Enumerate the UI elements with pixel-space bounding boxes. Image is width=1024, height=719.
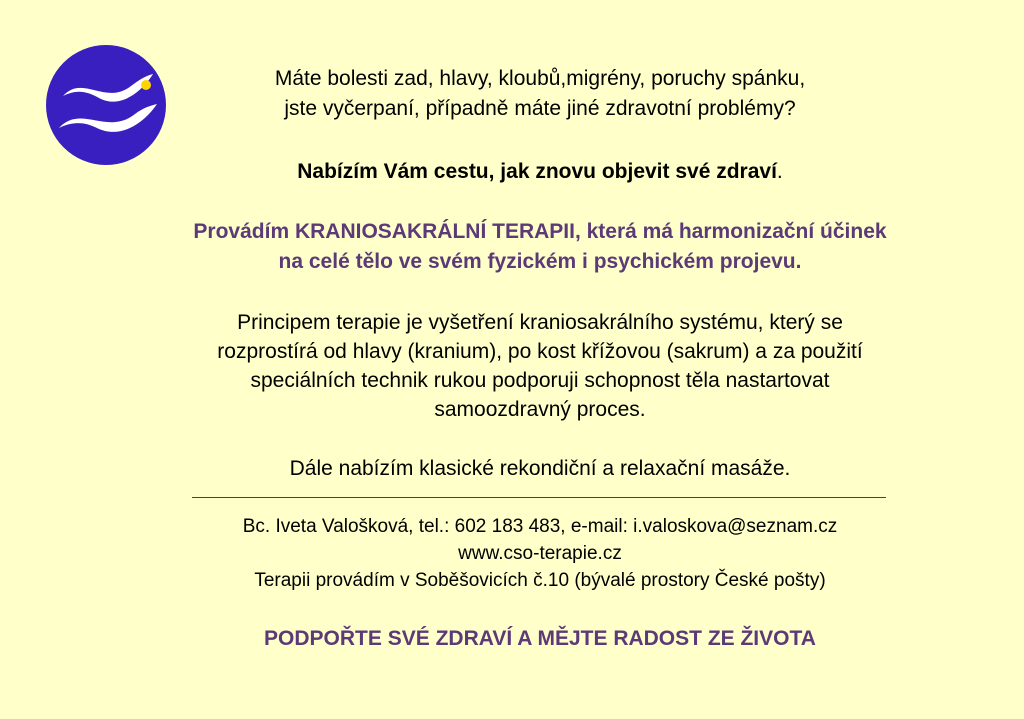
therapy-line-1: Provádím KRANIOSAKRÁLNÍ TERAPII, která má harmonizační účinek — [193, 220, 887, 243]
contact-line: Bc. Iveta Valošková, tel.: 602 183 483, e-mail: i.valoskova@seznam.cz — [242, 516, 838, 537]
principle-line-4: samoozdravný proces. — [434, 398, 646, 421]
principle-line-2: rozprostírá od hlavy (kranium), po kost křížovou (sakrum) a za použití — [217, 340, 863, 363]
slogan: PODPOŘTE SVÉ ZDRAVÍ A MĚJTE RADOST ZE ŽIVOTA — [264, 627, 816, 650]
massage-text: Dále nabízím klasické rekondiční a relaxační masáže. — [289, 457, 791, 480]
intro-line-1: Máte bolesti zad, hlavy, kloubů,migrény, poruchy spánku, — [274, 67, 806, 90]
principle-line-1: Principem terapie je vyšetření kraniosakrálního systému, který se — [237, 311, 843, 334]
principle-line-3: speciálních technik rukou podporuji schopnost těla nastartovat — [250, 369, 830, 392]
therapy-line-2: na celé tělo ve svém fyzickém i psychickém projevu. — [278, 250, 802, 273]
location-text: Terapii provádím v Soběšovicích č.10 (bývalé prostory České pošty) — [254, 570, 826, 591]
divider — [192, 497, 886, 498]
offer-bold: Nabízím Vám cestu, jak znovu objevit své zdraví — [297, 160, 777, 183]
intro-line-2: jste vyčerpaní, případně máte jiné zdravotní problémy? — [284, 97, 796, 120]
offer-period: . — [776, 160, 783, 183]
website-text: www.cso-terapie.cz — [458, 543, 622, 564]
offer-text — [100, 157, 980, 186]
